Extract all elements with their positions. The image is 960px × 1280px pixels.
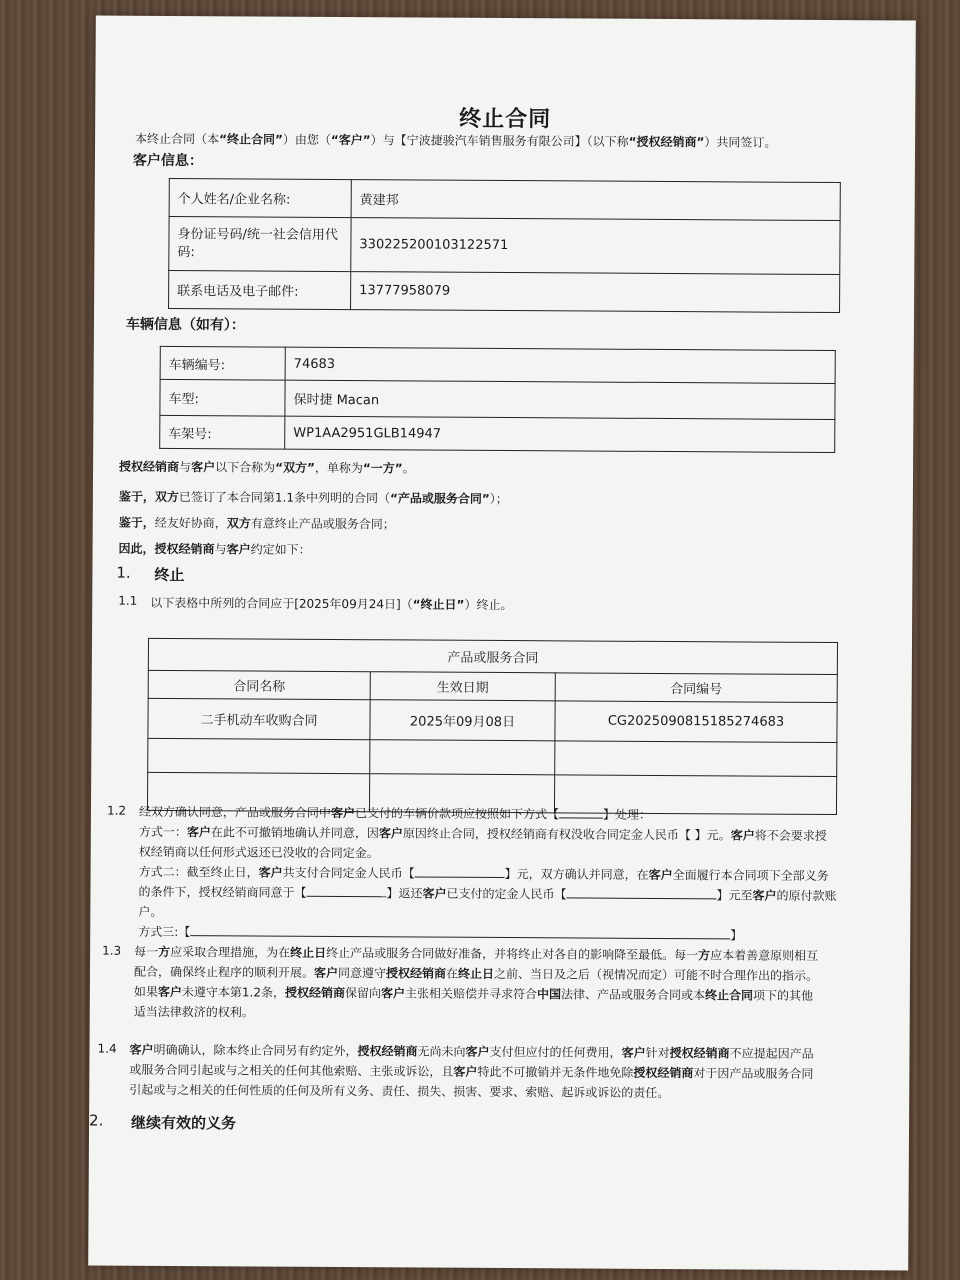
table-row	[148, 738, 837, 776]
option-2-line-3: 户。	[138, 904, 163, 919]
clause-text: 在	[445, 966, 459, 981]
clause-text: 主张相关赔偿并寻求符合	[404, 986, 538, 1002]
term-termination-date: 终止日	[458, 966, 495, 981]
clause-1-4-number: 1.4	[97, 1041, 117, 1056]
term-dealer: 授权经销商	[284, 985, 346, 1001]
term-customer: 客户	[191, 460, 216, 475]
clause-text: 应本着善意原则相互	[710, 948, 819, 963]
clause-1-2-text	[138, 802, 879, 947]
parties-paragraph	[119, 458, 415, 477]
clause-text: 项下的其他	[753, 988, 814, 1003]
term-customer: 客户	[378, 826, 403, 841]
term-china: 中国	[536, 987, 562, 1002]
clause-text: 】元至	[716, 888, 753, 903]
customer-contact-value: 13777958079	[351, 272, 840, 313]
term-customer: 客户	[422, 886, 447, 901]
clause-text: ）终止。	[464, 597, 513, 613]
clause-text: 如果	[133, 984, 158, 999]
table-row	[160, 415, 835, 452]
effective-date-cell: 2025年09月08日	[370, 700, 555, 741]
term-customer: 客户	[186, 825, 211, 840]
section-1-number: 1.	[116, 563, 131, 582]
clause-text: 】处理：	[602, 807, 652, 822]
clause-1-2-number: 1.2	[106, 803, 127, 818]
clause-text: 应采取合理措施，为在	[170, 944, 291, 960]
whereas-paragraph-1	[119, 488, 508, 507]
contract-number-cell: CG2025090815185274683	[555, 701, 837, 743]
whereas-paragraph-2	[119, 514, 395, 533]
clause-text: 的条件下，授权经销商同意于【	[138, 884, 307, 900]
clause-1-1-number: 1.1	[118, 593, 138, 608]
section-1-title: 终止	[154, 565, 185, 585]
term-dealer: 授权经销商	[357, 1044, 418, 1059]
clause-text: 明确确认，除本终止合同另有约定外，	[153, 1042, 358, 1059]
term-customer: 客户	[157, 984, 182, 1000]
clause-text: 将不会要求授	[754, 828, 827, 843]
clause-text: 配合，确保终止程序的顺利开展。	[133, 964, 315, 980]
term-customer: 客户	[129, 1042, 154, 1057]
customer-info-table	[168, 178, 841, 313]
contract-name-cell: 二手机动车收购合同	[148, 698, 370, 739]
term-dealer: 授权经销商	[385, 966, 447, 981]
term-both-parties: 双方	[226, 516, 251, 531]
clause-1-4-text	[129, 1040, 889, 1105]
table-caption-row	[148, 638, 837, 674]
customer-contact-label: 联系电话及电子邮件:	[169, 270, 351, 309]
contract-table	[147, 638, 838, 815]
clause-text: 】元，双方确认并同意，在	[504, 867, 649, 882]
term-customer: 客户	[730, 828, 755, 843]
term-customer: 客户	[313, 965, 339, 981]
term-dealer: “授权经销商”	[628, 134, 705, 150]
refund-amount-blank[interactable]	[567, 885, 717, 899]
clause-text: 】返还	[386, 886, 423, 901]
clause-text: 共支付合同定金人民币【	[282, 865, 415, 881]
vehicle-model-label: 车型:	[160, 379, 285, 416]
vehicle-number-label: 车辆编号:	[160, 346, 285, 380]
clause-text: 针对	[645, 1045, 670, 1061]
term-customer: 客户	[330, 805, 356, 821]
customer-name-label: 个人姓名/企业名称:	[169, 178, 351, 217]
clause-text: 全面履行本合同项下全部义务	[672, 868, 829, 883]
whereas-text: ）；	[489, 491, 508, 507]
method-blank[interactable]	[559, 805, 603, 818]
term-termination-contract: “终止合同”	[219, 132, 283, 147]
deposit-paid-blank[interactable]	[415, 864, 505, 878]
clause-text: 终止产品或服务合同做好准备，并将终止对各自的影响降至最低。每一	[326, 945, 699, 963]
clause-text: 已支付的定金人民币【	[446, 886, 567, 902]
whereas-text: 已签订了本合同第1.1条中列明的合同（	[178, 490, 391, 506]
contract-number-cell	[555, 741, 837, 777]
table-row	[169, 178, 840, 220]
option-label: 方式一：	[138, 824, 187, 840]
clause-text: 在此不可撤销地确认并同意，因	[210, 825, 379, 841]
document-title: 终止合同	[459, 106, 552, 133]
term-termination-date: “终止日”	[412, 597, 465, 612]
clause-text: 或服务合同引起或与之相关的任何其他索赔、主张或诉讼，且	[129, 1062, 454, 1079]
vin-value: WP1AA2951GLB14947	[285, 416, 835, 452]
clause-text: 法律、产品或服务合同或本	[561, 987, 706, 1003]
table-row	[160, 346, 835, 383]
term-customer: 客户	[226, 542, 251, 557]
clause-text: 之前、当日及之后（视情况而定）可能不时合理作出的指示。	[494, 966, 819, 983]
term-dealer: 授权经销商	[669, 1046, 730, 1061]
therefore-text: 与	[214, 542, 227, 557]
customer-name-value: 黄建邦	[351, 180, 840, 221]
option-label: 方式三:【	[138, 924, 191, 940]
term-party: 方	[158, 944, 171, 959]
intro-text: ）与【宁波捷骏汽车销售服务有限公司】（以下称	[370, 133, 629, 149]
term-both-parties: 双方	[154, 489, 179, 505]
clause-text: 原因终止合同，授权经销商有权没收合同定金人民币【 】元。	[402, 826, 731, 843]
term-product-service-contract: “产品或服务合同”	[389, 491, 490, 506]
clause-1-1-text	[150, 594, 512, 613]
term-customer: 客户	[258, 865, 283, 880]
clause-text: 】	[730, 928, 743, 943]
whereas-text: 有意终止产品或服务合同；	[250, 516, 395, 532]
vehicle-number-value: 74683	[285, 347, 835, 383]
therefore-paragraph	[119, 540, 311, 558]
clause-line: 适当法律救济的权利。	[133, 1004, 254, 1020]
column-header-contract-name: 合同名称	[148, 670, 370, 699]
whereas-text: 经友好协商，	[154, 515, 227, 531]
column-header-effective-date: 生效日期	[370, 672, 555, 701]
clause-line: 引起或与之相关的任何性质的任何及所有义务、责任、损失、损害、要求、索赔、起诉或诉讼的责任。	[129, 1082, 670, 1101]
intro-text: 本终止合同（本	[135, 131, 220, 147]
term-customer: 客户	[648, 867, 673, 883]
term-customer: 客户	[465, 1044, 490, 1059]
intro-paragraph	[135, 130, 776, 151]
parties-text: 。	[402, 461, 415, 476]
clause-text: 对于因产品或服务合同	[693, 1066, 814, 1081]
customer-id-value: 330225200103122571	[351, 218, 840, 275]
term-dealer: 授权经销商	[154, 541, 215, 557]
clause-text: 支付但应付的任何费用，	[489, 1044, 622, 1060]
clause-text: 同意遵守	[337, 966, 387, 981]
vin-label: 车架号:	[160, 415, 285, 449]
intro-text: ）共同签订。	[704, 135, 777, 150]
whereas-lead: 鉴于，	[118, 489, 155, 504]
clause-text: 每一	[134, 944, 159, 959]
parties-text: 与	[179, 460, 192, 475]
table-row	[148, 698, 837, 742]
clause-1-3-text	[134, 942, 884, 1027]
term-termination-contract: 终止合同	[705, 988, 754, 1003]
section-2-title: 继续有效的义务	[131, 1113, 237, 1133]
clause-text: 不应提起因产品	[729, 1046, 814, 1061]
clause-text: 的原付款账	[776, 888, 837, 904]
document-page	[88, 16, 916, 1271]
therefore-text: 约定如下：	[250, 542, 311, 557]
term-customer: 客户	[380, 986, 406, 1001]
therefore-lead: 因此，	[118, 541, 155, 556]
clause-text: 无尚未向	[417, 1044, 466, 1059]
clause-text: 以下表格中所列的合同应于[2025年09月24日]（	[150, 595, 413, 612]
parties-text: ，单称为	[314, 460, 363, 476]
clause-text: 已支付的车辆价款项应按照如下方式【	[354, 806, 560, 822]
table-row	[169, 270, 840, 312]
customer-info-heading: 客户信息：	[132, 152, 203, 170]
intro-text: ）由您（	[282, 132, 331, 147]
vehicle-info-table	[159, 346, 836, 453]
table-header-row	[148, 670, 837, 702]
clause-text: 特此不可撤销并无条件地免除	[477, 1064, 634, 1080]
option-label: 方式二：截至终止日，	[138, 864, 259, 880]
term-customer: “客户”	[330, 132, 371, 148]
clause-1-3-number: 1.3	[102, 943, 122, 958]
parties-text: 以下合称为	[215, 460, 276, 475]
term-customer: 客户	[621, 1045, 646, 1060]
contract-table-caption: 产品或服务合同	[148, 638, 837, 674]
option-1-line-2: 权经销商以任何形式返还已没收的合同定金。	[138, 844, 379, 861]
column-header-contract-number: 合同编号	[555, 673, 837, 703]
table-row	[169, 216, 840, 274]
option-3-blank[interactable]	[190, 923, 730, 939]
term-customer: 客户	[453, 1064, 478, 1079]
vehicle-model-value: 保时捷 Macan	[285, 380, 835, 419]
contract-name-cell	[148, 738, 370, 773]
clause-text: 保留向	[344, 986, 382, 1001]
whereas-lead: 鉴于，	[118, 515, 155, 530]
term-dealer: 授权经销商	[119, 459, 180, 475]
term-dealer: 授权经销商	[633, 1065, 694, 1081]
clause-text: 经双方确认同意，产品或服务合同中	[138, 804, 332, 820]
section-2-number: 2.	[89, 1111, 104, 1130]
term-one-party: “一方”	[362, 461, 403, 476]
term-customer: 客户	[752, 888, 777, 903]
table-row	[160, 379, 835, 419]
vehicle-info-heading: 车辆信息（如有）：	[125, 316, 245, 334]
term-termination-date: 终止日	[290, 945, 327, 960]
clause-text: 未遵守本第1.2条，	[181, 985, 286, 1000]
term-both-parties: “双方”	[275, 460, 315, 475]
effective-date-cell	[370, 740, 555, 775]
refund-date-blank[interactable]	[306, 884, 386, 897]
term-party: 方	[698, 948, 711, 963]
customer-id-label: 身份证号码/统一社会信用代码:	[169, 216, 351, 271]
